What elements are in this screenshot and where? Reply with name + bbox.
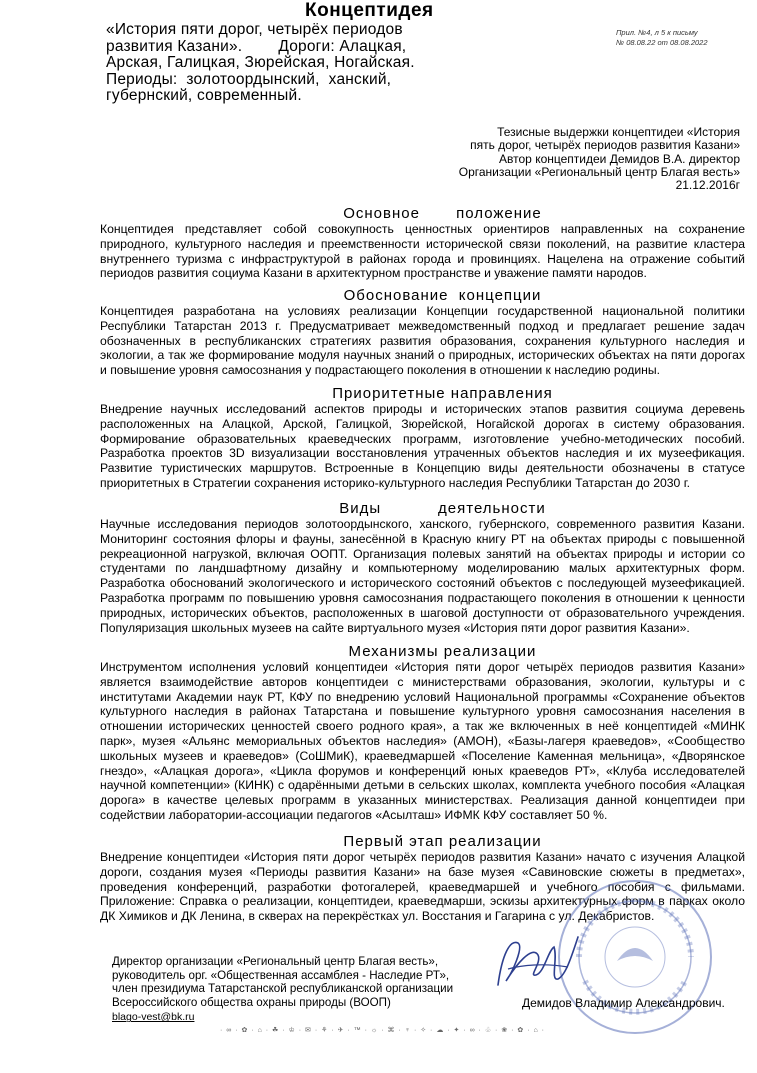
subtitle-line: губернский, современный.: [106, 87, 302, 104]
abstract-line: Автор концептидеи Демидов В.А. директор: [499, 151, 740, 166]
abstract-line: Тезисные выдержки концептидеи «История: [497, 125, 740, 139]
section-heading: Обоснование концепции: [343, 287, 542, 304]
email-link[interactable]: blago-vest@bk.ru: [112, 1011, 195, 1024]
section-justification: [100, 287, 745, 378]
signature-line: Директор организации «Региональный центр Благая весть»,: [112, 955, 439, 968]
signature-line: руководитель орг. «Общественная ассамблея - Наследие РТ»,: [112, 968, 450, 982]
section-text: Инструментом исполнения условий концептидеи «История пяти дорог четырёх периодов развития Казани» является взаимодействие авторов концептидеи с министерствами образования, экологии, культуры и с институтами Академии наук РТ, КФУ по внедрению условий Национальной программы «Сохранение объектов культурного наследия в районах Татарстана и повышение культурного уровня самосознания населения в отношении исторических ценностей своего родного края», а так же включенных в неё концептидей «МИНК парк», музея «Альянс мемориальных объектов наследия» (АМОН), «Базы-лагеря краеведов», «Сообщество школьных музеев и краеведов» (СоШМиК), краеведмаршей «Поселение Каменная мельница», «Дворянское гнездо», «Алацкая дорога», «Цикла форумов и конференций юных краеведов РТ», «Клуба исследователей научной компетенции» (КИНК) с одарёнными детьми в сельских школах, комплекта учебного пособия «Алацкая дорога» в качестве целевых программ в указанных министерствах. Реализация данной концептидеи при содействии лаборатории-ассоциации педагогов «Асылташ» ИФМК КФУ составляет 50 %.: [100, 660, 745, 822]
section-heading: Первый этап реализации: [343, 833, 542, 850]
section-heading: Виды деятельности: [339, 500, 546, 517]
abstract-line: пять дорог, четырёх периодов развития Казани»: [470, 138, 740, 153]
doc-title: Концептидея: [305, 0, 434, 21]
signature-line: член президиума Татарстанской республиканской организации: [112, 982, 454, 996]
subtitle-line: Периоды: золотоордынский, ханский,: [106, 70, 392, 88]
subtitle-line: развития Казани». Дороги: Алацкая,: [106, 37, 407, 55]
abstract-date: 21.12.2016г: [675, 178, 740, 193]
section-text: Концептидея представляет собой совокупность ценностных ориентиров направленных на сохранение природного, культурного наследия и преемственности исторической связи поколений, на развитие кластера внутреннего туризма с инфраструктурой в районах города и провинциях. Нацелена на отражение событий периодов развития социума Казани в архитектурном пространстве и уважение памяти народов.: [100, 222, 745, 281]
section-mechanisms: [100, 643, 745, 823]
footer-ornament: · ∞ · ✿ · ⌂ · ☘ · ♔ · ✉ · ⚘ · ✈ · ™ · ☼ · ⌘ · ♆ · ✧ · ☁ · ✦ · ∞ · ♧ · ❀ · ✿ · ⌂ ·: [220, 1027, 546, 1034]
section-heading: Основное положение: [343, 205, 542, 222]
section-priorities: [100, 385, 745, 491]
section-text: Внедрение научных исследований аспектов природы и исторических этапов развития социума деревень расположенных на Алацкой, Арской, Галицкой, Зюрейской, Ногайской дорогах в систему образования. Формирование образовательных краеведческих программ, изготовление учебно-методических пособий. Разработка проектов 3D визуализации восстановления утраченных объектов наследия и их музеефикация. Развитие туристических маршрутов. Встроенные в Концепцию виды деятельности обозначены в статусе приоритетных в Стратегии сохранения историко-культурного наследия Республики Татарстан до 2030 г.: [100, 402, 745, 490]
section-heading: Механизмы реализации: [348, 643, 537, 660]
handwritten-signature-icon: [488, 925, 583, 1000]
section-heading: Приоритетные направления: [332, 385, 553, 402]
section-activities: [100, 500, 745, 635]
subtitle-line: «История пяти дорог, четырёх периодов: [106, 21, 403, 38]
abstract-note: [440, 126, 740, 192]
director-name: Демидов Владимир Александрович.: [522, 996, 725, 1010]
section-text: Концептидея разработана на условиях реализации Концепции государственной национальной политики Республики Татарстан 2013 г. Предусматривает межведомственный подход и предлагает решение задач обозначенных в республиканских стратегиях развития образования, сохранения культурного наследия и экологии, а так же формирование модуля научных знаний о природных, исторических объектах на пяти дорогах и повышение уровня самосознания у подрастающего поколения в отношении к наследию родины.: [100, 304, 745, 378]
subtitle-line: Арская, Галицкая, Зюрейская, Ногайская.: [106, 54, 415, 71]
section-text: Внедрение концептидеи «История пяти дорог четырёх периодов развития Казани» начато с изучения Алацкой дороги, создания музея «Периоды развития Казани» на базе музея «Савиновские сюжеты в предметах», проведения конференций, разработки фотогалерей, краеведмаршей и учебного пособия с фильмами. Приложение: Справка о реализации, концептидеи, краеведмарши, эскизы архитектурных форм в парках около ДК Химиков и ДК Ленина, в скверах на перекрёстках ул. Восстания и Гагарина с ул. Декабристов.: [100, 850, 745, 924]
abstract-line: Организации «Региональный центр Благая весть»: [458, 164, 740, 179]
doc-subtitle: [106, 22, 456, 105]
attachment-line: № 08.08.22 от 08.08.2022: [616, 38, 708, 47]
section-main-position: [100, 205, 745, 281]
signature-block: [112, 955, 492, 1025]
attachment-line: Прил. №4, л 5 к письму: [616, 28, 698, 37]
section-text: Научные исследования периодов золотоордынского, ханского, губернского, современного развития Казани. Мониторинг состояния флоры и фауны, занесённой в Красную книгу РТ на объектах природы с повышенной рекреационной нагрузкой, включая ООПТ. Организация полевых занятий на объектах природы и истории со студентами по ландшафтному дизайну и компьютерному моделированию малых архитектурных форм. Разработка обоснований экологического и исторического состояний объектов с последующей музеефикацией. Разработка программ по повышению уровня самосознания подрастающего поколения в отношении к ценности природных, исторических объектов, расположенных в шаговой доступности от образовательного учреждения. Популяризация школьных музеев на сайте виртуального музея «История пяти дорог развития Казани».: [100, 517, 745, 635]
signature-line: Всероссийского общества охраны природы (ВООП): [112, 995, 391, 1009]
attachment-reference: [616, 28, 751, 48]
